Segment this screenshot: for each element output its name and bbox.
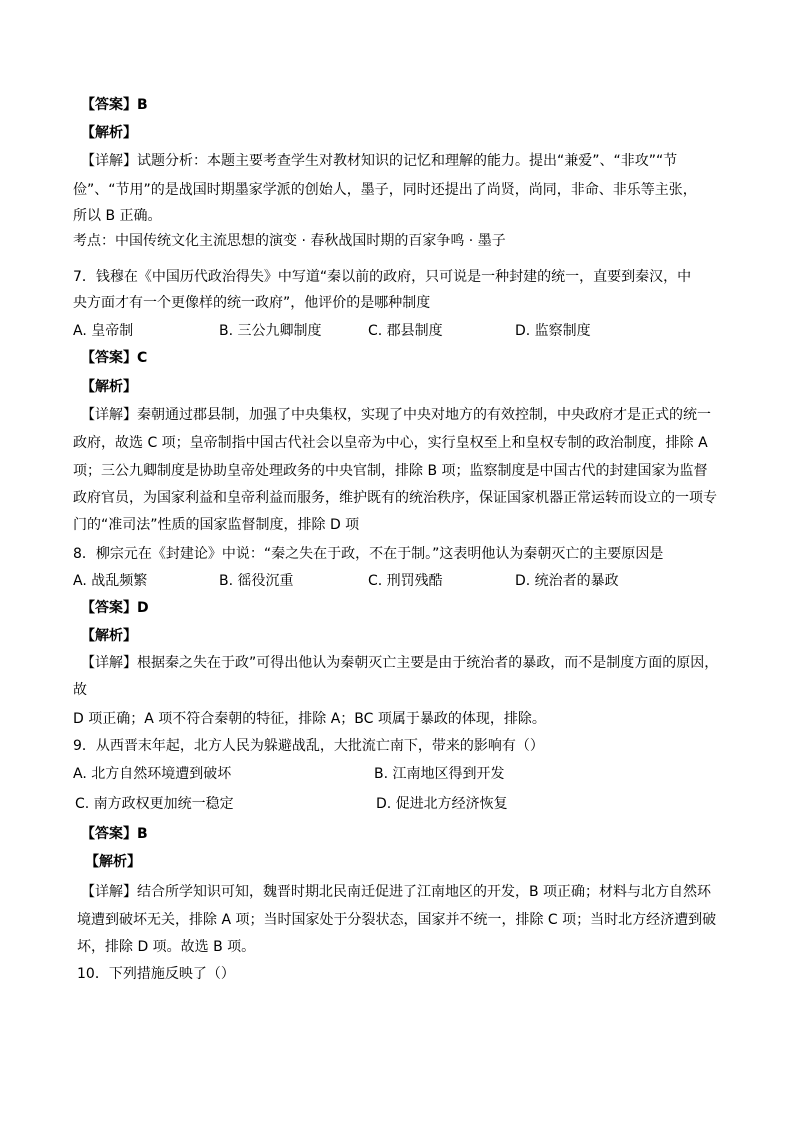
q9-option-c: C. 南方政权更加统一稳定 <box>75 796 234 812</box>
q8-detail-line-2: 故 <box>73 682 87 698</box>
q7-option-b: B. 三公九卿制度 <box>219 323 322 339</box>
q6-detail-line-2: 俭”、“节用”的是战国时期墨家学派的创始人，墨子，同时还提出了尚贤，尚同，非命、非乐等主张， <box>73 182 697 198</box>
q9-analysis-heading: 【解析】 <box>85 854 141 870</box>
q6-answer: 【答案】B <box>81 97 148 113</box>
q10-stem: 10．下列措施反映了（） <box>77 966 235 982</box>
q8-detail-line-1: 【详解】根据秦之失在于政”可得出他认为秦朝灭亡主要是由于统治者的暴政，而不是制度方面的原因， <box>81 655 719 671</box>
q6-detail-line-3: 所以 B 正确。 <box>73 208 162 224</box>
q8-detail-line-3: D 项正确；A 项不符合秦朝的特征，排除 A；BC 项属于暴政的体现，排除。 <box>73 711 546 727</box>
q7-option-d: D. 监察制度 <box>515 323 591 339</box>
q8-option-b: B. 徭役沉重 <box>219 573 294 589</box>
q8-answer: 【答案】D <box>81 600 149 616</box>
q9-option-a: A. 北方自然环境遭到破坏 <box>73 766 232 782</box>
q8-option-a: A. 战乱频繁 <box>73 573 148 589</box>
q7-stem-line-1: 7．钱穆在《中国历代政治得失》中写道“秦以前的政府，只可说是一种封建的统一，直要到秦汉，中 <box>73 269 692 285</box>
q7-option-c: C. 郡县制度 <box>368 323 443 339</box>
q9-stem: 9．从西晋末年起，北方人民为躲避战乱，大批流亡南下，带来的影响有（） <box>73 738 544 754</box>
q7-detail-line-2: 政府，故选 C 项；皇帝制指中国古代社会以皇帝为中心，实行皇权至上和皇权专制的政治制度，排除 A <box>73 435 708 451</box>
q8-option-c: C. 刑罚残酷 <box>368 573 443 589</box>
q9-detail-line-3: 坏，排除 D 项。故选 B 项。 <box>77 939 256 955</box>
q7-detail-line-3: 项；三公九卿制度是协助皇帝处理政务的中央官制，排除 B 项；监察制度是中国古代的封建国家为监督 <box>73 463 708 479</box>
q8-stem: 8．柳宗元在《封建论》中说：“秦之失在于政，不在于制。”这表明他认为秦朝灭亡的主要原因是 <box>73 546 664 562</box>
q7-analysis-heading: 【解析】 <box>81 379 137 395</box>
q9-option-b: B. 江南地区得到开发 <box>374 766 505 782</box>
q7-detail-line-4: 政府官员，为国家利益和皇帝利益而服务，维护既有的统治秩序，保证国家机器正常运转而设立的一项专 <box>73 490 717 506</box>
q6-detail-line-1: 【详解】试题分析：本题主要考查学生对教材知识的记忆和理解的能力。提出“兼爱”、“非攻”“节 <box>81 153 678 169</box>
q6-analysis-heading: 【解析】 <box>81 125 137 141</box>
q7-option-a: A. 皇帝制 <box>73 323 134 339</box>
q8-analysis-heading: 【解析】 <box>81 628 137 644</box>
q6-kaodian: 考点：中国传统文化主流思想的演变 · 春秋战国时期的百家争鸣 · 墨子 <box>73 233 506 249</box>
q7-detail-line-5: 门的“准司法”性质的国家监督制度，排除 D 项 <box>73 517 360 533</box>
q8-option-d: D. 统治者的暴政 <box>515 573 619 589</box>
q9-detail-line-2: 境遭到破坏无关，排除 A 项；当时国家处于分裂状态，国家并不统一，排除 C 项；当时北方经济遭到破 <box>77 912 717 928</box>
q7-answer: 【答案】C <box>81 350 148 366</box>
q9-detail-line-1: 【详解】结合所学知识可知，魏晋时期北民南迁促进了江南地区的开发，B 项正确；材料与北方自然环 <box>81 884 712 900</box>
q7-detail-line-1: 【详解】秦朝通过郡县制，加强了中央集权，实现了中央对地方的有效控制，中央政府才是正式的统一 <box>81 407 711 423</box>
q9-option-d: D. 促进北方经济恢复 <box>376 796 508 812</box>
q7-stem-line-2: 央方面才有一个更像样的统一政府”，他评价的是哪种制度 <box>73 295 431 311</box>
q9-answer: 【答案】B <box>81 826 148 842</box>
